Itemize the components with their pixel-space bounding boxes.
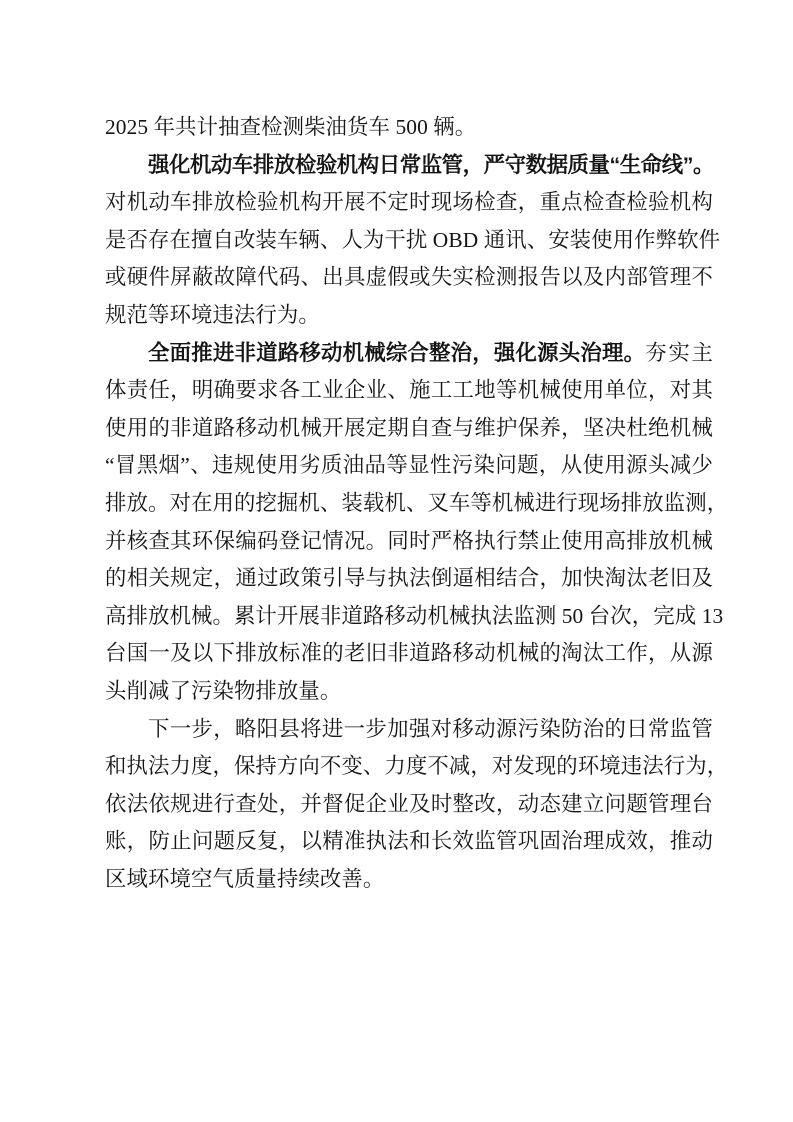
- paragraph: [105, 711, 729, 899]
- text-run: 下一步，略阳县将进一步加强对移动源污染防治的日常监管: [148, 716, 713, 741]
- text-run: 对机动车排放检验机构开展不定时现场检查，重点检查检验机构: [105, 190, 713, 215]
- text-line: [105, 635, 713, 673]
- text-run: 或硬件屏蔽故障代码、出具虚假或失实检测报告以及内部管理不: [105, 265, 713, 290]
- bold-text-run: 强化机动车排放检验机构日常监管，严守数据质量“生命线”。: [148, 152, 713, 177]
- text-line: [105, 861, 713, 899]
- text-line: [105, 711, 713, 749]
- document-body: [105, 109, 729, 898]
- text-line: [105, 372, 713, 410]
- text-run: 的相关规定，通过政策引导与执法倒逼相结合，加快淘汰老旧及: [105, 566, 713, 591]
- text-run: 使用的非道路移动机械开展定期自查与维护保养，坚决杜绝机械: [105, 415, 713, 440]
- text-line: [105, 560, 713, 598]
- text-line: [105, 748, 729, 786]
- text-line: [105, 410, 713, 448]
- text-line: [105, 222, 721, 260]
- text-line: [105, 485, 729, 523]
- text-run: 排放。对在用的挖掘机、装载机、叉车等机械进行现场排放监测，: [105, 490, 729, 515]
- text-run: 区域环境空气质量持续改善。: [105, 866, 385, 891]
- text-line: [105, 786, 713, 824]
- text-line: [105, 335, 713, 373]
- text-run: 和执法力度，保持方向不变、力度不减，对发现的环境违法行为，: [105, 754, 729, 779]
- text-line: [105, 673, 713, 711]
- bold-text-run: 全面推进非道路移动机械综合整治，强化源头治理。: [148, 340, 646, 365]
- text-run: 依法依规进行查处，并督促企业及时整改，动态建立问题管理台: [105, 791, 713, 816]
- text-run: 规范等环境违法行为。: [105, 302, 320, 327]
- text-run: 体责任，明确要求各工业企业、施工工地等机械使用单位，对其: [105, 378, 713, 403]
- text-run: 高排放机械。累计开展非道路移动机械执法监测 50 台次，完成 13: [105, 603, 724, 628]
- text-run: 台国一及以下排放标准的老旧非道路移动机械的淘汰工作，从源: [105, 641, 713, 666]
- paragraph: [105, 109, 713, 147]
- text-run: 2025 年共计抽查检测柴油货车 500 辆。: [105, 115, 477, 139]
- text-run: 夯实主: [645, 340, 713, 365]
- text-line: [105, 598, 724, 636]
- text-line: [105, 147, 713, 185]
- text-run: “冒黑烟”、违规使用劣质油品等显性污染问题，从使用源头减少: [105, 453, 713, 478]
- text-line: [105, 823, 713, 861]
- text-run: 头削减了污染物排放量。: [105, 678, 342, 703]
- text-line: [105, 184, 713, 222]
- text-line: [105, 523, 713, 561]
- text-line: [105, 447, 713, 485]
- text-run: 账，防止问题反复，以精准执法和长效监管巩固治理成效，推动: [105, 829, 713, 854]
- text-run: 并核查其环保编码登记情况。同时严格执行禁止使用高排放机械: [105, 528, 713, 553]
- text-line: [105, 109, 713, 147]
- paragraph: [105, 335, 729, 711]
- text-line: [105, 297, 713, 335]
- paragraph: [105, 147, 721, 335]
- text-line: [105, 259, 713, 297]
- text-run: 是否存在擅自改装车辆、人为干扰 OBD 通讯、安装使用作弊软件: [105, 227, 721, 252]
